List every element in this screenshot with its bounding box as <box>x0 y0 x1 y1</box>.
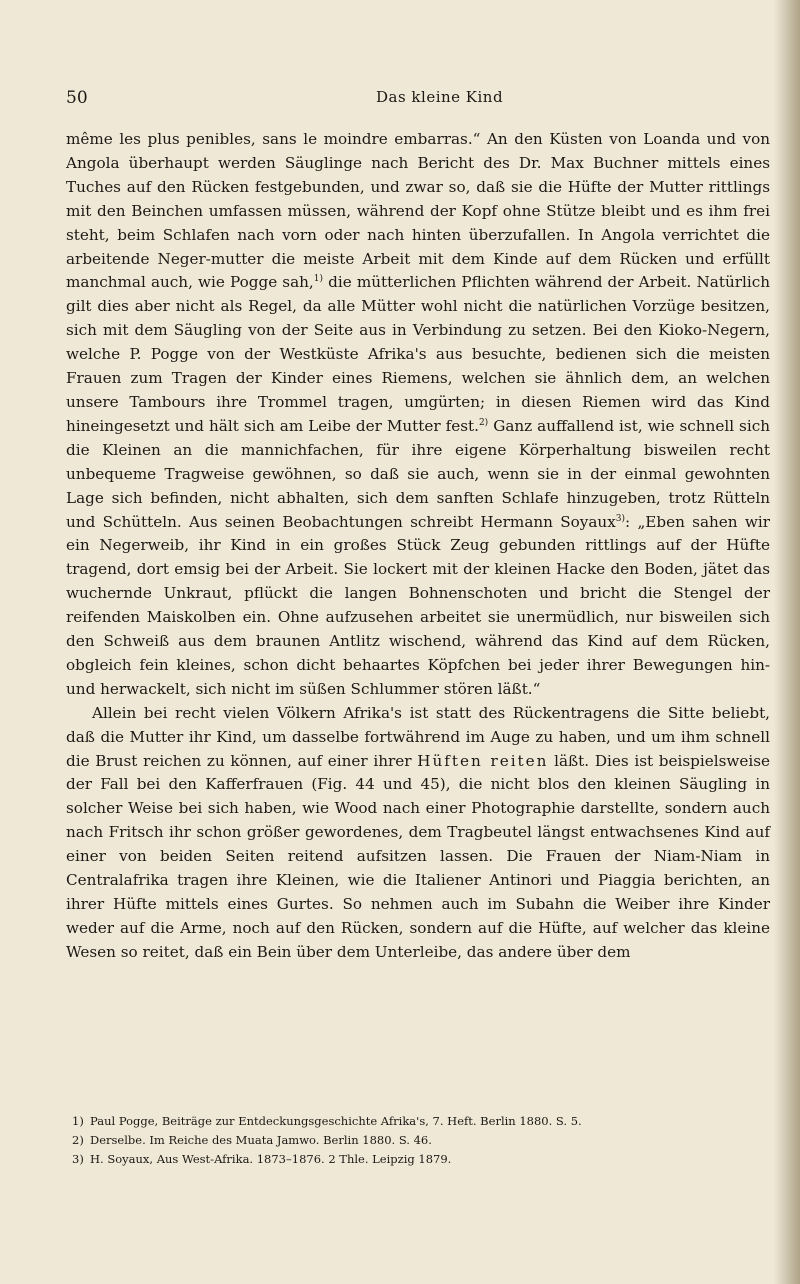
body-text <box>66 128 770 965</box>
footnote-1 <box>72 1112 762 1131</box>
paragraph-1-part-a: même les plus penibles, sans le moindre embarras.“ An den Küsten von Loanda und von Angola überhaupt werden Säuglinge nach Bericht des Dr. Max Buchner mittels eines Tuches auf den Rücken festgebunden, und zwar so, daß sie die Hüfte der Mutter rittlings mit den Beinchen umfassen müssen, während der Kopf ohne Stütze bleibt und es ihm frei steht, beim Schlafen nach vorn oder nach hinten überzufallen. In Angola verrichtet die arbeitende Neger-mutter die meiste Arbeit mit dem Kinde auf dem Rücken und erfüllt manchmal auch, wie Pogge sah, <box>66 130 770 292</box>
emphasis-hueften-reiten: Hüften reiten <box>417 751 549 770</box>
footnote-2 <box>72 1131 762 1150</box>
page-edge-shadow <box>774 0 800 1284</box>
footnote-ref-1: 1) <box>313 274 324 285</box>
footnote-ref-3: 3) <box>615 513 626 524</box>
paragraph-1 <box>66 128 770 702</box>
footnote-2-mark: 2) <box>72 1133 84 1147</box>
footnote-2-text: Derselbe. Im Reiche des Muata Jamwo. Berlin 1880. S. 46. <box>90 1133 432 1147</box>
paragraph-1-part-b: die mütterlichen Pflichten während der Arbeit. Natürlich gilt dies aber nicht als Regel, da alle Mütter wohl nicht die natürlichen Vorzüge besitzen, sich mit dem Säugling von der Seite aus in Verbindung zu setzen. Bei den Kioko-Negern, welche P. Pogge von der Westküste Afrika's aus besuchte, bedienen sich die meisten Frauen zum Tragen der Kinder eines Riemens, welchen sie ähnlich dem, an welchen unsere Tambours ihre Trommel tragen, umgürten; in diesen Riemen wird das Kind hineingesetzt und hält sich am Leibe der Mutter fest. <box>66 273 770 435</box>
paragraph-1-part-c: Ganz auffallend ist, wie schnell sich die Kleinen an die mannichfachen, für ihre eigene Körperhaltung bisweilen recht unbequeme Tragweise gewöhnen, so daß sie auch, wenn sie in der einmal gewohnten Lage sich befinden, nicht abhalten, sich dem sanften Schlafe hinzugeben, trotz Rütteln und Schütteln. Aus seinen Beobachtungen schreibt Hermann Soyaux <box>66 416 770 531</box>
footnote-1-mark: 1) <box>72 1114 84 1128</box>
footnote-3-text: H. Soyaux, Aus West-Afrika. 1873–1876. 2 Thle. Leipzig 1879. <box>90 1152 452 1166</box>
footnote-ref-2: 2) <box>478 417 489 428</box>
paragraph-2 <box>66 702 770 965</box>
page-header <box>66 88 766 118</box>
page-number: 50 <box>66 88 88 108</box>
paragraph-2-part-b: läßt. Dies ist beispielsweise der Fall bei den Kafferfrauen (Fig. 44 und 45), die nicht blos den kleinen Säugling in solcher Weise bei sich haben, wie Wood nach einer Photographie darstellte, sondern auch nach Fritsch ihr schon größer gewordenes, dem Tragbeutel längst entwachsenes Kind auf einer von beiden Seiten reitend aufsitzen lassen. Die Frauen der Niam-Niam in Centralafrika tragen ihre Kleinen, wie die Italiener Antinori und Piaggia berichten, an ihrer Hüfte mittels eines Gurtes. So nehmen auch im Subahn die Weiber ihre Kinder weder auf die Arme, noch auf den Rücken, sondern auf die Hüfte, auf welcher das kleine Wesen so reitet, daß ein Bein über dem Unterleibe, das andere über dem <box>66 751 770 961</box>
footnote-1-text: Paul Pogge, Beiträge zur Entdeckungsgeschichte Afrika's, 7. Heft. Berlin 1880. S. 5. <box>90 1114 582 1128</box>
footnote-3 <box>72 1150 762 1169</box>
footnotes <box>72 1112 762 1169</box>
paragraph-1-part-d: : „Eben sahen wir ein Negerweib, ihr Kind in ein großes Stück Zeug gebunden rittlings auf der Hüfte tragend, dort emsig bei der Arbeit. Sie lockert mit der kleinen Hacke den Boden, jätet das wuchernde Unkraut, pflückt die langen Bohnenschoten und bricht die Stengel der reifenden Maiskolben ein. Ohne aufzusehen arbeitet sie unermüdlich, nur bisweilen sich den Schweiß aus dem braunen Antlitz wischend, während das Kind auf dem Rücken, obgleich fein kleines, schon dicht behaartes Köpfchen bei jeder ihrer Bewegungen hin- und herwackelt, sich nicht im süßen Schlummer stören läßt.“ <box>66 512 770 698</box>
running-title: Das kleine Kind <box>376 88 504 106</box>
paragraph-2-part-a: Allein bei recht vielen Völkern Afrika's ist statt des Rückentragens die Sitte beliebt, daß die Mutter ihr Kind, um dasselbe fortwährend im Auge zu haben, und um ihm schnell die Brust reichen zu können, auf einer ihrer <box>66 703 770 770</box>
footnote-3-mark: 3) <box>72 1152 84 1166</box>
